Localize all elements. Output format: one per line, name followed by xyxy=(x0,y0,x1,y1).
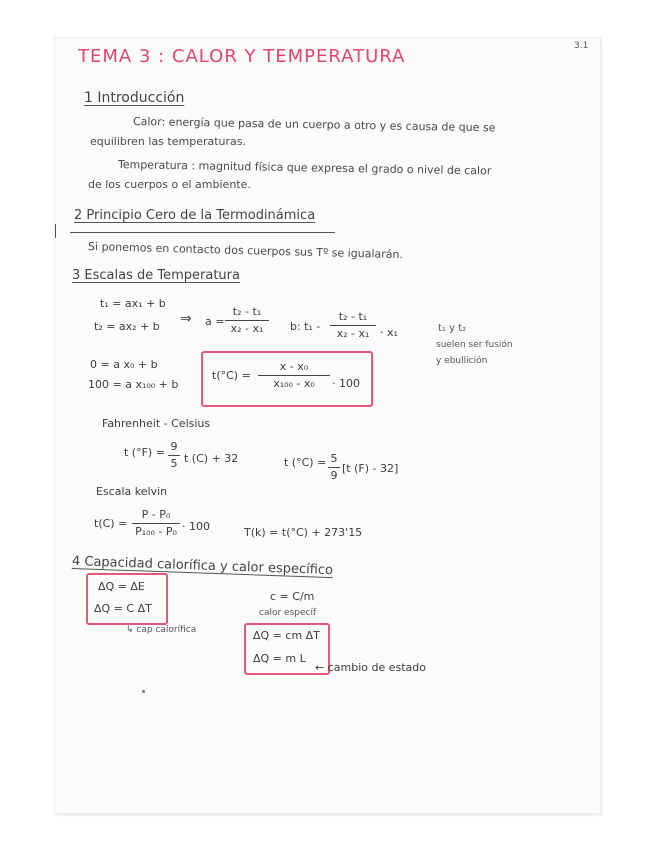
fraction-bar xyxy=(330,325,376,326)
note-line3: y ebullición xyxy=(436,356,488,366)
page-number: 3.1 xyxy=(574,41,589,51)
f-formula-suffix: t (C) + 32 xyxy=(184,452,239,465)
celsius-box-denominator: x₁₀₀ - x₀ xyxy=(273,377,315,390)
fraction-bar xyxy=(225,320,269,321)
specific-heat-equation: c = C/m xyxy=(270,590,315,603)
b-label: b: t₁ - xyxy=(290,320,321,333)
a-fraction xyxy=(225,305,269,336)
fahrenheit-celsius-heading: Fahrenheit - Celsius xyxy=(102,417,211,430)
b-numerator: t₂ - t₁ xyxy=(338,310,368,323)
kelvin-fraction xyxy=(132,508,180,539)
kelvin-formula-suffix: · 100 xyxy=(182,520,210,533)
kelvin-denominator: P₁₀₀ - P₀ xyxy=(135,525,177,538)
equation-zero: 0 = a x₀ + b xyxy=(90,358,158,371)
c-numerator: 5 xyxy=(330,452,338,465)
kelvin-numerator: P - P₀ xyxy=(141,508,171,521)
calor-especifico-note: calor específ xyxy=(259,608,317,618)
section-3-heading: 3 Escalas de Temperatura xyxy=(72,268,240,283)
celsius-box-fraction xyxy=(258,360,330,391)
a-label: a = xyxy=(205,315,225,328)
f-fraction xyxy=(168,440,180,471)
c-denominator: 9 xyxy=(330,469,338,482)
temperatura-definition-line1: Temperatura : magnitud física que expresa el grado o nivel de calor xyxy=(117,158,492,178)
heat-box-line2: ΔQ = m L xyxy=(253,652,306,665)
a-numerator: t₂ - t₁ xyxy=(232,305,262,318)
calor-definition-line2: equilibren las temperaturas. xyxy=(90,135,246,148)
a-denominator: x₂ - x₁ xyxy=(230,322,264,335)
c-fraction xyxy=(328,452,340,483)
fraction-bar xyxy=(168,455,180,456)
kelvin-heading: Escala kelvin xyxy=(96,485,168,498)
f-numerator: 9 xyxy=(170,440,178,453)
celsius-box-label: t(°C) = xyxy=(212,369,251,382)
b-fraction xyxy=(330,310,376,341)
cap-calorifica-note: ↳ cap calorífica xyxy=(126,625,197,635)
calor-definition-line1: Calor: energía que pasa de un cuerpo a otro y es causa de que se xyxy=(132,115,496,135)
kelvin-conversion: T(k) = t(°C) + 273'15 xyxy=(244,526,363,539)
c-formula-prefix: t (°C) = xyxy=(284,456,327,469)
heat-box-line1: ΔQ = cm ΔT xyxy=(253,629,320,642)
equation-t1: t₁ = ax₁ + b xyxy=(100,297,166,310)
principio-cero-text: Si ponemos en contacto dos cuerpos sus Tº se igualarán. xyxy=(87,240,404,262)
fraction-bar xyxy=(258,375,330,376)
page-title: TEMA 3 : CALOR Y TEMPERATURA xyxy=(78,46,406,67)
margin-mark xyxy=(55,224,56,238)
section-2-heading: 2 Principio Cero de la Termodinámica xyxy=(74,208,316,223)
kelvin-formula-prefix: t(C) = xyxy=(94,517,128,530)
celsius-box-tail: · 100 xyxy=(332,377,360,390)
b-tail: · x₁ xyxy=(380,326,398,339)
section-4-heading: 4 Capacidad calorífica y calor específico xyxy=(71,554,334,579)
section-1-heading: 1 Introducción xyxy=(84,90,185,106)
cambio-estado-note: ← cambio de estado xyxy=(315,661,426,674)
capacity-box-line1: ΔQ = ΔE xyxy=(98,580,145,593)
b-denominator: x₂ - x₁ xyxy=(336,327,370,340)
c-formula-suffix: [t (F) - 32] xyxy=(342,462,399,475)
equation-hundred: 100 = a x₁₀₀ + b xyxy=(88,378,179,391)
capacity-box-line2: ΔQ = C ΔT xyxy=(94,602,152,615)
f-formula-prefix: t (°F) = xyxy=(124,446,165,459)
section-2-underline xyxy=(70,232,335,233)
fraction-bar xyxy=(328,467,340,468)
fraction-bar xyxy=(132,523,180,524)
implies-arrow: ⇒ xyxy=(180,311,192,327)
note-line2: suelen ser fusión xyxy=(436,340,513,350)
equation-t2: t₂ = ax₂ + b xyxy=(94,320,160,333)
f-denominator: 5 xyxy=(170,457,178,470)
celsius-box-numerator: x - x₀ xyxy=(279,360,309,373)
temperatura-definition-line2: de los cuerpos o el ambiente. xyxy=(88,178,251,191)
note-line1: t₁ y t₂ xyxy=(438,323,467,334)
pen-mark xyxy=(142,690,145,693)
